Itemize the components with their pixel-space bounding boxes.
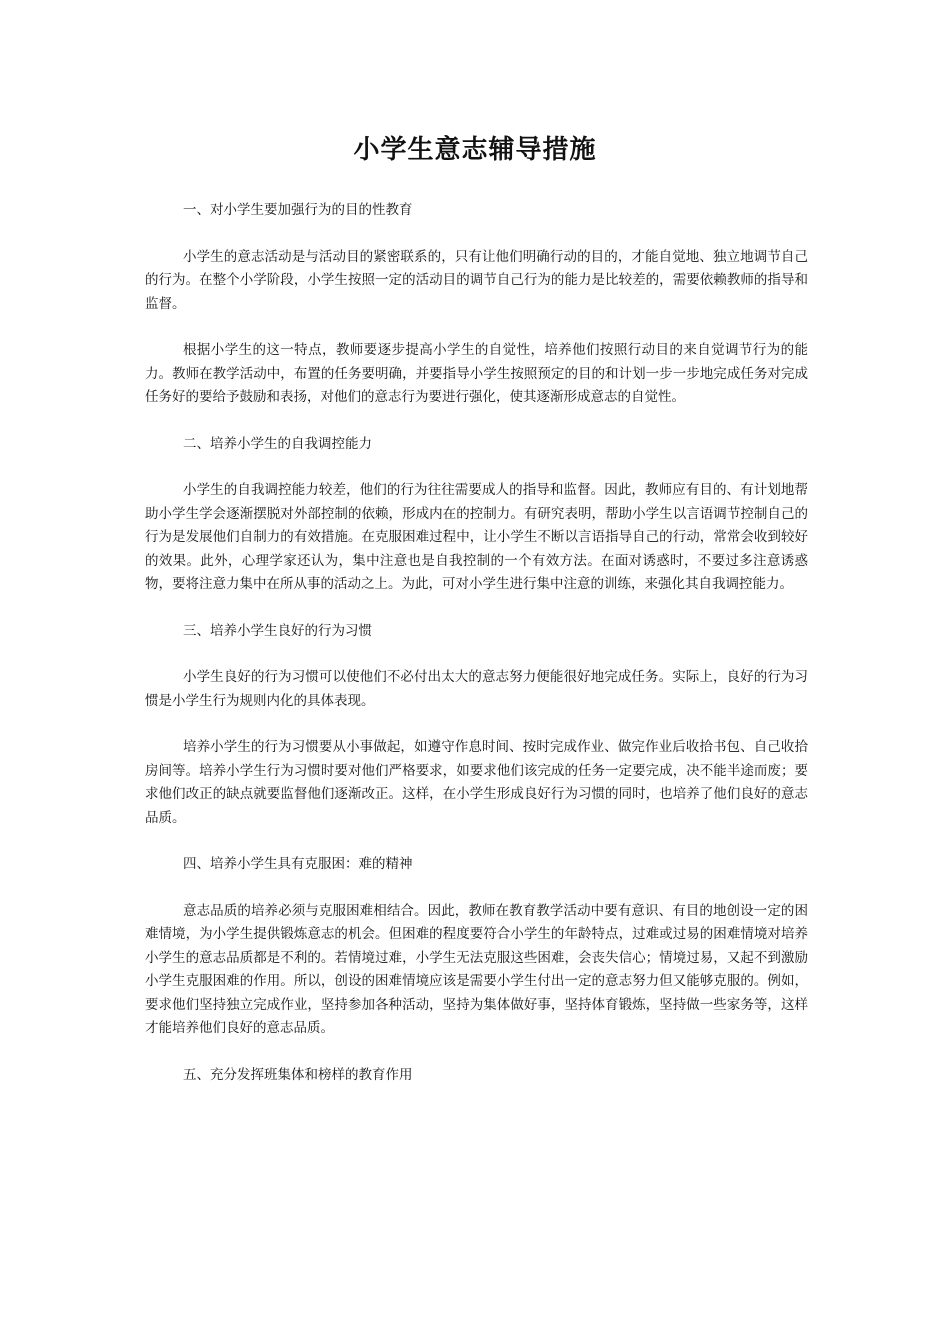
section-heading: 五、充分发挥班集体和榜样的教育作用 — [183, 1066, 413, 1083]
section-heading: 四、培养小学生具有克服困：难的精神 — [183, 856, 413, 872]
paragraph: 小学生的自我调控能力较差，他们的行为往往需要成人的指导和监督。因此，教师应有目的、有计划地帮助小学生学会逐渐摆脱对外部控制的依赖，形成内在的控制力。有研究表明，帮助小学生以言语调节控制自己的行为是发展他们自制力的有效措施。在克服困难过程中，让小学生不断以言语指导自己的行动，常常会收到较好的效果。此外，心理学家还认为，集中注意也是自我控制的一个有效方法。在面对诱惑时，不要过多注意诱惑物，要将注意力集中在所从事的活动之上。为此，可对小学生进行集中注意的训练，来强化其自我调控能力。 — [145, 482, 808, 592]
section-heading: 二、培养小学生的自我调控能力 — [183, 435, 372, 452]
section-heading: 一、对小学生要加强行为的目的性教育 — [183, 202, 413, 218]
paragraph: 小学生的意志活动是与活动目的紧密联系的，只有让他们明确行动的目的，才能自觉地、独立地调节自己的行为。在整个小学阶段，小学生按照一定的活动目的调节自己行为的能力是比较差的，需要依赖教师的指导和监督。 — [145, 248, 808, 312]
paragraph: 根据小学生的这一特点，教师要逐步提高小学生的自觉性，培养他们按照行动目的来自觉调节行为的能力。教师在教学活动中，布置的任务要明确，并要指导小学生按照预定的目的和计划一步一步地完成任务对完成任务好的要给予鼓励和表扬，对他们的意志行为要进行强化，使其逐渐形成意志的自觉性。 — [145, 342, 808, 405]
document-body — [145, 199, 808, 1110]
paragraph: 小学生良好的行为习惯可以使他们不必付出太大的意志努力便能很好地完成任务。实际上，良好的行为习惯是小学生行为规则内化的具体表现。 — [145, 669, 808, 709]
paragraph: 培养小学生的行为习惯要从小事做起，如遵守作息时间、按时完成作业、做完作业后收拾书包、自己收拾房间等。培养小学生行为习惯时要对他们严格要求，如要求他们该完成的任务一定要完成，决不能半途而废；要求他们改正的缺点就要监督他们逐渐改正。这样，在小学生形成良好行为习惯的同时，也培养了他们良好的意志品质。 — [145, 739, 808, 826]
page-title: 小学生意志辅导措施 — [353, 135, 597, 165]
section-heading: 三、培养小学生良好的行为习惯 — [183, 622, 372, 639]
paragraph: 意志品质的培养必须与克服困难相结合。因此，教师在教育教学活动中要有意识、有目的地创设一定的困难情境，为小学生提供锻炼意志的机会。但困难的程度要符合小学生的年龄特点，过难或过易的困难情境对培养小学生的意志品质都是不利的。若情境过难，小学生无法克服这些困难，会丧失信心；情境过易，又起不到激励小学生克服困难的作用。所以，创设的困难情境应该是需要小学生付出一定的意志努力但又能够克服的。例如，要求他们坚持独立完成作业，坚持参加各种活动，坚持为集体做好事，坚持体育锻炼，坚持做一些家务等，这样才能培养他们良好的意志品质。 — [145, 902, 808, 1036]
